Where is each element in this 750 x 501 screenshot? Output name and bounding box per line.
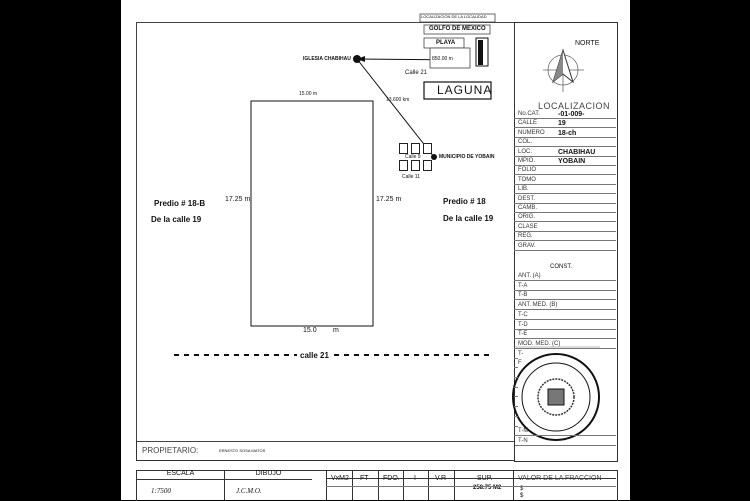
east-lot-label: Predio # 18 bbox=[443, 197, 486, 206]
loc-row-label: FOLIO bbox=[518, 167, 537, 174]
const-row: T-F bbox=[514, 350, 518, 359]
loc-row-label: MPIO. bbox=[518, 158, 536, 164]
sup-value: 258.75 M2 bbox=[473, 485, 502, 491]
town-block bbox=[411, 143, 420, 154]
dollar-sign: $ bbox=[520, 486, 524, 492]
loc-row-label: DEST. bbox=[518, 195, 536, 202]
i-label: I bbox=[414, 475, 416, 482]
loc-row-label: COL. bbox=[518, 139, 533, 146]
drawing-label: DIBUJO bbox=[225, 470, 312, 480]
fraction-label: VALOR DE LA FRACCION bbox=[518, 475, 602, 482]
loc-row-label: No.CAT. bbox=[518, 111, 540, 117]
owner-name: ERNESTO SOSA MATOS bbox=[219, 448, 266, 453]
loc-row bbox=[514, 110, 616, 119]
loc-row bbox=[514, 185, 616, 194]
loc-row bbox=[514, 242, 616, 251]
loc-row-label: NUMERO bbox=[518, 129, 545, 136]
loc-row bbox=[514, 138, 616, 147]
loc-row-label: ORIG. bbox=[518, 214, 536, 221]
vr-label: V.R bbox=[435, 475, 447, 482]
lot-top-dimension: 15.00 m bbox=[299, 91, 318, 97]
loc-row bbox=[514, 223, 616, 232]
const-row: T-M bbox=[514, 427, 616, 436]
loc-row-label: TOMO bbox=[518, 176, 536, 183]
loc-row bbox=[514, 157, 616, 166]
municipality-label: MUNICIPIO DE YOBAIN bbox=[439, 154, 495, 160]
north-label: NORTE bbox=[575, 40, 600, 47]
scale-cell bbox=[136, 470, 224, 500]
official-seal bbox=[518, 344, 594, 450]
loc-row-label: CAMB. bbox=[518, 205, 538, 211]
const-row: T-B bbox=[514, 291, 616, 300]
lot-left-dimension: 17.25 m bbox=[225, 196, 251, 203]
ft-cell bbox=[352, 470, 378, 500]
const-row: T-A bbox=[514, 282, 616, 291]
street21-top: Calle 21 bbox=[405, 70, 428, 76]
town-block bbox=[411, 160, 420, 171]
const-row: ANT. (A) bbox=[514, 272, 616, 281]
west-lot-label: Predio # 18-B bbox=[154, 199, 206, 208]
vm2-cell bbox=[326, 470, 352, 500]
gulf-label: GOLFO DE MEXICO bbox=[429, 26, 486, 32]
loc-row bbox=[514, 176, 616, 185]
const-title: CONST. bbox=[550, 264, 573, 270]
locator-header: LOCALIZACION DE LA LOCALIDAD bbox=[421, 14, 487, 19]
scale-value: 1:7500 bbox=[151, 487, 171, 495]
localization-title: LOCALIZACION bbox=[538, 101, 611, 111]
footer-row-line bbox=[326, 486, 616, 487]
church-distance: 850.00 m bbox=[432, 56, 453, 62]
loc-row-label: CALLE bbox=[518, 120, 538, 127]
const-row: T-N bbox=[514, 437, 616, 446]
loc-row-label: GRAV. bbox=[518, 242, 536, 249]
loc-row-value: CHABIHAU bbox=[558, 148, 596, 156]
const-row: T-E bbox=[514, 330, 616, 339]
sup-cell bbox=[454, 470, 513, 500]
fdo-cell bbox=[378, 470, 403, 500]
loc-row bbox=[514, 129, 616, 138]
loc-row-label: LIB. bbox=[518, 186, 529, 193]
town-block bbox=[399, 143, 408, 154]
street-label: calle 21 bbox=[297, 351, 332, 360]
loc-row bbox=[514, 148, 616, 157]
loc-row-value: -01-009- bbox=[558, 111, 585, 118]
loc-row-label: LOC. bbox=[518, 148, 533, 155]
scale-label: ESCALA bbox=[137, 470, 224, 480]
owner-label: PROPIETARIO: bbox=[142, 446, 199, 455]
const-row: T-C bbox=[514, 311, 616, 320]
dollar-sign: $ bbox=[520, 493, 524, 499]
lot-bottom-dimension: 15.0 bbox=[303, 327, 317, 334]
loc-row bbox=[514, 119, 616, 128]
loc-row-value: YOBAIN bbox=[558, 158, 586, 165]
loc-row bbox=[514, 213, 616, 222]
church-label: IGLESIA CHABIHAU bbox=[303, 56, 351, 62]
street9-label: Calle 9 bbox=[405, 154, 421, 160]
loc-row bbox=[514, 166, 616, 175]
loc-row-label: REG. bbox=[518, 233, 533, 240]
loc-row bbox=[514, 232, 616, 241]
east-street-label: De la calle 19 bbox=[443, 214, 494, 223]
loc-row-label: CLASE bbox=[518, 223, 538, 230]
street11-label: Calle 11 bbox=[402, 174, 420, 180]
lot-bottom-unit: m bbox=[333, 327, 339, 334]
const-row: MOD. MED. (C) bbox=[514, 340, 616, 349]
vm2-label: VxM2 bbox=[331, 475, 349, 482]
loc-row bbox=[514, 195, 616, 204]
const-row: ANT. MED. (B) bbox=[514, 301, 616, 310]
west-street-label: De la calle 19 bbox=[151, 215, 202, 224]
town-block bbox=[423, 160, 432, 171]
footer-row-line bbox=[326, 478, 616, 479]
fraction-cell bbox=[513, 470, 616, 500]
loc-row-value: 18-ch bbox=[558, 129, 577, 137]
sup-label: SUP. bbox=[477, 475, 493, 482]
town-block bbox=[399, 160, 408, 171]
loc-row bbox=[514, 204, 616, 213]
town-block bbox=[423, 143, 432, 154]
const-row: T-D bbox=[514, 321, 616, 330]
distance-km: 13.600 km bbox=[386, 97, 410, 103]
vr-cell bbox=[428, 470, 454, 500]
fdo-label: FDO. bbox=[383, 475, 400, 482]
lagoon-label: LAGUNA bbox=[437, 83, 493, 97]
lot-right-dimension: 17.25 m bbox=[376, 196, 402, 203]
ft-label: FT bbox=[360, 475, 369, 482]
beach-label: PLAYA bbox=[436, 40, 456, 46]
drawing-value: J.C.M.O. bbox=[236, 487, 262, 495]
drawing-cell bbox=[224, 470, 312, 500]
loc-row-value: 19 bbox=[558, 120, 566, 128]
i-cell bbox=[403, 470, 428, 500]
